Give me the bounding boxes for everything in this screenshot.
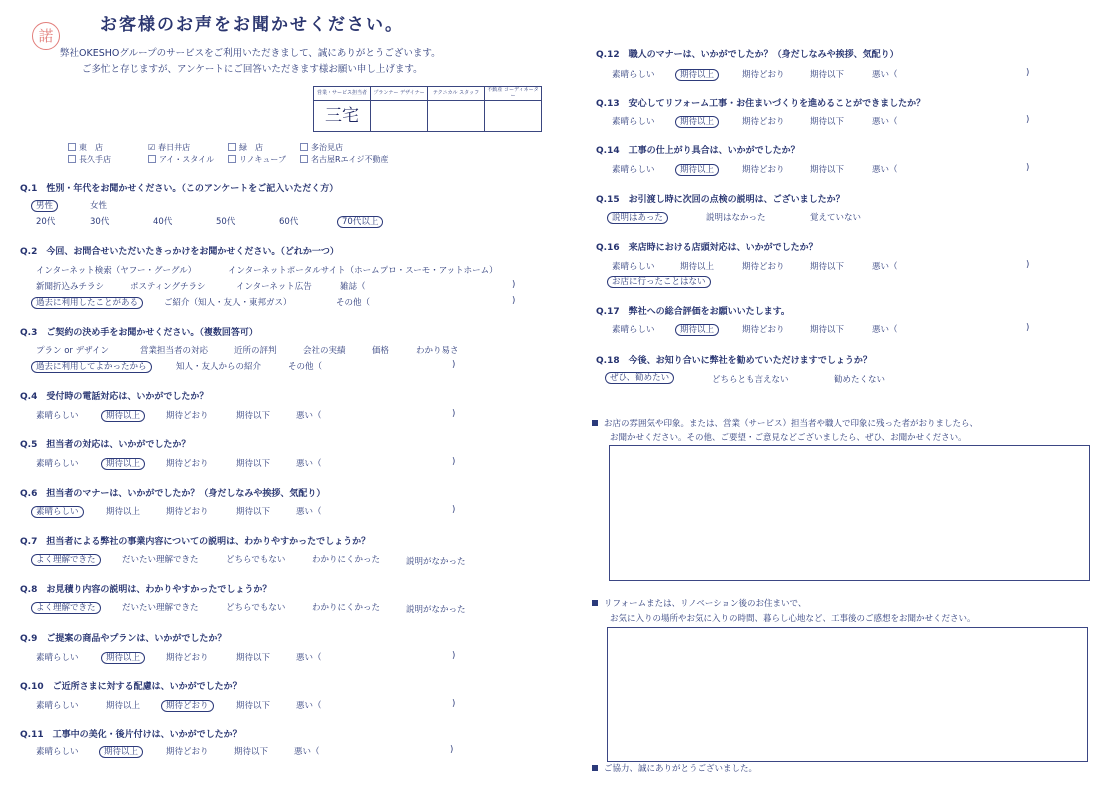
q13-opt-expected[interactable]: 期待どおり [742,117,785,127]
q11-title: Q.11 工事中の美化・後片付けは、いかがでしたか？ [20,730,242,740]
q8-opt-understood[interactable]: よく理解できた [36,601,101,613]
q5-opt-below[interactable]: 期待以下 [236,459,271,469]
q1-age-70plus[interactable]: 70代以上 [342,215,383,227]
q3-opt-other[interactable]: その他（ [288,362,323,372]
q17-opt-below[interactable]: 期待以下 [810,325,845,335]
q18-opt-recommend[interactable]: ぜひ、勧めたい [610,371,674,383]
q14-opt-below[interactable]: 期待以下 [810,165,845,175]
q8-opt-unclear[interactable]: わかりにくかった [312,603,381,613]
q4-opt-above[interactable]: 期待以上 [106,409,145,421]
q1-age-60[interactable]: 60代 [279,217,299,227]
q14-opt-above[interactable]: 期待以上 [680,163,719,175]
q10-opt-above[interactable]: 期待以上 [106,701,141,711]
q9-bad-close: ) [452,651,456,661]
q5-opt-above[interactable]: 期待以上 [106,457,145,469]
staff-signature: 三宅 [325,105,359,126]
store-checkbox-istyle[interactable]: アイ・スタイル [148,154,214,165]
q9-title: Q.9 ご提案の商品やプランは、いかがでしたか？ [20,634,227,644]
q12-opt-above[interactable]: 期待以上 [680,68,719,80]
store-checkbox-tajimi[interactable]: 多治見店 [300,142,343,153]
q6-opt-below[interactable]: 期待以下 [236,507,271,517]
free1-line-2: お聞かせください。その他、ご要望・ご意見などございましたら、ぜひ、お聞かせください。 [610,433,967,443]
q9-opt-below[interactable]: 期待以下 [236,653,271,663]
q12-bad-close: ) [1026,68,1030,78]
q3-opt-friend-referral[interactable]: 知人・友人からの紹介 [176,362,262,372]
q5-opt-expected[interactable]: 期待どおり [166,459,209,469]
thanks-line: ご協力、誠にありがとうございました。 [592,762,757,774]
q11-opt-excellent[interactable]: 素晴らしい [36,747,79,757]
q6-opt-above[interactable]: 期待以上 [106,507,141,517]
q6-opt-bad[interactable]: 悪い（ [296,507,322,517]
q3-opt-plan[interactable]: プラン or デザイン [36,346,110,356]
q17-opt-above[interactable]: 期待以上 [680,323,719,335]
q14-opt-excellent[interactable]: 素晴らしい [612,165,655,175]
q7-opt-none[interactable]: 説明がなかった [406,557,466,567]
q16-title: Q.16 来店時における店頭対応は、いかがでしたか？ [596,243,818,253]
q1-gender-female[interactable]: 女性 [90,201,108,211]
q7-title: Q.7 担当者による弊社の事業内容についての説明は、わかりやすかったでしょうか？ [20,537,371,547]
q14-opt-expected[interactable]: 期待どおり [742,165,785,175]
q2-opt-portal[interactable]: インターネットポータルサイト（ホームプロ・スーモ・アットホーム） [228,266,498,276]
q16-opt-never-visited[interactable]: お店に行ったことはない [612,275,711,287]
q2-opt-magazine[interactable]: 雑誌（ [340,282,366,292]
q2-other-close: ) [512,296,516,306]
q17-opt-bad[interactable]: 悪い（ [872,325,898,335]
q15-opt-explained[interactable]: 説明はあった [612,211,668,223]
free2-textarea[interactable] [607,627,1088,762]
staff-header-technical: テクニカル スタッフ [428,87,485,101]
store-checkbox-midori[interactable]: 緑 店 [228,142,263,153]
q14-title: Q.14 工事の仕上がり具合は、いかがでしたか？ [596,146,800,156]
staff-table [313,86,542,132]
q1-age-20[interactable]: 20代 [36,217,56,227]
q3-opt-past-good[interactable]: 過去に利用してよかったから [36,360,152,372]
q11-bad-close: ) [450,745,454,755]
q6-opt-expected[interactable]: 期待どおり [166,507,209,517]
q2-opt-referral[interactable]: ご紹介（知人・友人・東邦ガス） [164,298,292,308]
q16-opt-above[interactable]: 期待以上 [680,262,715,272]
intro-line-1: 弊社OKESHOグループのサービスをご利用いただきまして、誠にありがとうございます。 [60,48,441,59]
q14-bad-close: ) [1026,163,1030,173]
q3-other-close: ) [452,360,456,370]
q2-opt-newspaper[interactable]: 新聞折込みチラシ [36,282,105,292]
q17-opt-expected[interactable]: 期待どおり [742,325,785,335]
staff-sales-sign-cell[interactable] [314,101,371,132]
q3-opt-sales[interactable]: 営業担当者の対応 [140,346,209,356]
q9-opt-above[interactable]: 期待以上 [106,651,145,663]
q17-title: Q.17 弊社への総合評価をお願いいたします。 [596,307,790,317]
q9-opt-expected[interactable]: 期待どおり [166,653,209,663]
q8-opt-neutral[interactable]: どちらでもない [226,603,286,613]
q6-bad-close: ) [452,505,456,515]
q14-opt-bad[interactable]: 悪い（ [872,165,898,175]
q3-opt-price[interactable]: 価格 [372,346,390,356]
q15-title: Q.15 お引渡し時に次回の点検の説明は、ございましたか？ [596,195,845,205]
q12-opt-below[interactable]: 期待以下 [810,70,845,80]
q7-opt-understood[interactable]: よく理解できた [36,553,101,565]
staff-header-planner: プランナー デザイナー [371,87,428,101]
q16-opt-excellent[interactable]: 素晴らしい [612,262,655,272]
q12-opt-expected[interactable]: 期待どおり [742,70,785,80]
q1-gender-male[interactable]: 男性 [36,199,58,211]
q17-opt-excellent[interactable]: 素晴らしい [612,325,655,335]
free2-line-1: リフォームまたは、リノベーション後のお住まいで、 [592,597,806,609]
q6-title: Q.6 担当者のマナーは、いかがでしたか？（身だしなみや挨拶、気配り） [20,489,326,499]
q15-opt-dont-remember[interactable]: 覚えていない [810,213,862,223]
q18-title: Q.18 今後、お知り合いに弊社を勧めていただけますでしょうか？ [596,356,872,366]
q6-opt-excellent[interactable]: 素晴らしい [36,505,84,517]
q11-opt-above[interactable]: 期待以上 [104,745,143,757]
staff-header-sales: 営業・サービス担当者 [314,87,371,101]
q1-title: Q.1 性別・年代をお聞かせください。（このアンケートをご記入いただく方） [20,184,339,194]
q9-opt-excellent[interactable]: 素晴らしい [36,653,79,663]
store-checkbox-nagakute[interactable]: 長久手店 [68,154,111,165]
q3-opt-record[interactable]: 会社の実績 [303,346,346,356]
q3-opt-clarity[interactable]: わかり易さ [416,346,459,356]
staff-technical-sign-cell[interactable] [428,101,485,132]
q16-opt-bad[interactable]: 悪い（ [872,262,898,272]
store-checkbox-kasugai[interactable]: ☑ 春日井店 [148,143,191,152]
q11-opt-expected[interactable]: 期待どおり [166,747,209,757]
staff-realestate-sign-cell[interactable] [485,101,542,132]
q12-opt-bad[interactable]: 悪い（ [872,70,898,80]
q5-opt-bad[interactable]: 悪い（ [296,459,322,469]
q2-opt-other[interactable]: その他（ [336,298,371,308]
page-title: お客様のお声をお聞かせください。 [100,15,404,35]
q1-age-40[interactable]: 40代 [153,217,173,227]
q17-bad-close: ) [1026,323,1030,333]
q15-opt-not-explained[interactable]: 説明はなかった [706,213,766,223]
q7-opt-unclear[interactable]: わかりにくかった [312,555,381,565]
bullet-square-icon [592,600,598,606]
q4-opt-bad[interactable]: 悪い（ [296,411,322,421]
q4-bad-close: ) [452,409,456,419]
q8-title: Q.8 お見積り内容の説明は、わかりやすかったでしょうか？ [20,585,272,595]
q3-opt-reputation[interactable]: 近所の評判 [234,346,277,356]
q18-opt-neutral[interactable]: どちらとも言えない [712,375,789,385]
intro-line-2: ご多忙と存じますが、アンケートにご回答いただきます様お願い申し上げます。 [82,64,423,75]
q12-opt-excellent[interactable]: 素晴らしい [612,70,655,80]
store-checkbox-higashi[interactable]: 東 店 [68,142,103,153]
q4-opt-below[interactable]: 期待以下 [236,411,271,421]
q16-bad-close: ) [1026,260,1030,270]
q13-opt-excellent[interactable]: 素晴らしい [612,117,655,127]
q8-opt-mostly[interactable]: だいたい理解できた [122,603,199,613]
q11-opt-below[interactable]: 期待以下 [234,747,269,757]
q4-title: Q.4 受付時の電話対応は、いかがでしたか？ [20,392,209,402]
q13-bad-close: ) [1026,115,1030,125]
q18-opt-not-recommend[interactable]: 勧めたくない [834,375,886,385]
q13-opt-below[interactable]: 期待以下 [810,117,845,127]
bullet-square-icon [592,420,598,426]
store-checkbox-renocube[interactable]: リノキューブ [228,154,286,165]
q12-title: Q.12 職人のマナーは、いかがでしたか？（身だしなみや挨拶、気配り） [596,50,899,60]
q2-opt-ad[interactable]: インターネット広告 [236,282,312,292]
q13-title: Q.13 安心してリフォーム工事・お住まいづくりを進めることができましたか？ [596,99,926,109]
q2-opt-posting[interactable]: ポスティングチラシ [130,282,206,292]
staff-planner-sign-cell[interactable] [371,101,428,132]
q10-opt-bad[interactable]: 悪い（ [296,701,322,711]
free1-line-1: お店の雰囲気や印象。または、営業（サービス）担当者や職人で印象に残った者がおりましたら、 [592,417,978,429]
q16-opt-expected[interactable]: 期待どおり [742,262,785,272]
staff-header-realestate: 不動産 コーディネーター [485,87,542,101]
q10-opt-expected[interactable]: 期待どおり [166,699,214,711]
q5-title: Q.5 担当者の対応は、いかがでしたか？ [20,440,191,450]
q1-age-50[interactable]: 50代 [216,217,236,227]
q16-opt-below[interactable]: 期待以下 [810,262,845,272]
q10-bad-close: ) [452,699,456,709]
q5-opt-excellent[interactable]: 素晴らしい [36,459,79,469]
seal-stamp: 諾 [32,22,60,50]
q4-opt-expected[interactable]: 期待どおり [166,411,209,421]
q2-opt-search[interactable]: インターネット検索（ヤフー・グーグル） [36,266,197,276]
q7-opt-neutral[interactable]: どちらでもない [226,555,286,565]
q10-opt-below[interactable]: 期待以下 [236,701,271,711]
q13-opt-above[interactable]: 期待以上 [680,115,719,127]
free1-textarea[interactable] [609,445,1090,581]
free2-line-2: お気に入りの場所やお気に入りの時間、暮らし心地など、工事後のご感想をお聞かせください。 [610,614,976,624]
q2-title: Q.2 今回、お問合せいただいたきっかけをお聞かせください。（どれか一つ） [20,247,339,257]
bullet-square-icon [592,765,598,771]
q10-opt-excellent[interactable]: 素晴らしい [36,701,79,711]
q13-opt-bad[interactable]: 悪い（ [872,117,898,127]
q1-age-30[interactable]: 30代 [90,217,110,227]
q5-bad-close: ) [452,457,456,467]
q7-opt-mostly[interactable]: だいたい理解できた [122,555,199,565]
store-checkbox-rage[interactable]: 名古屋Rエイジ不動産 [300,154,389,165]
q2-magazine-close: ) [512,280,516,290]
q9-opt-bad[interactable]: 悪い（ [296,653,322,663]
q8-opt-none[interactable]: 説明がなかった [406,605,466,615]
q4-opt-excellent[interactable]: 素晴らしい [36,411,79,421]
q3-title: Q.3 ご契約の決め手をお聞かせください。（複数回答可） [20,328,258,338]
q10-title: Q.10 ご近所さまに対する配慮は、いかがでしたか？ [20,682,242,692]
q11-opt-bad[interactable]: 悪い（ [294,747,320,757]
q2-opt-past-use[interactable]: 過去に利用したことがある [36,296,143,308]
